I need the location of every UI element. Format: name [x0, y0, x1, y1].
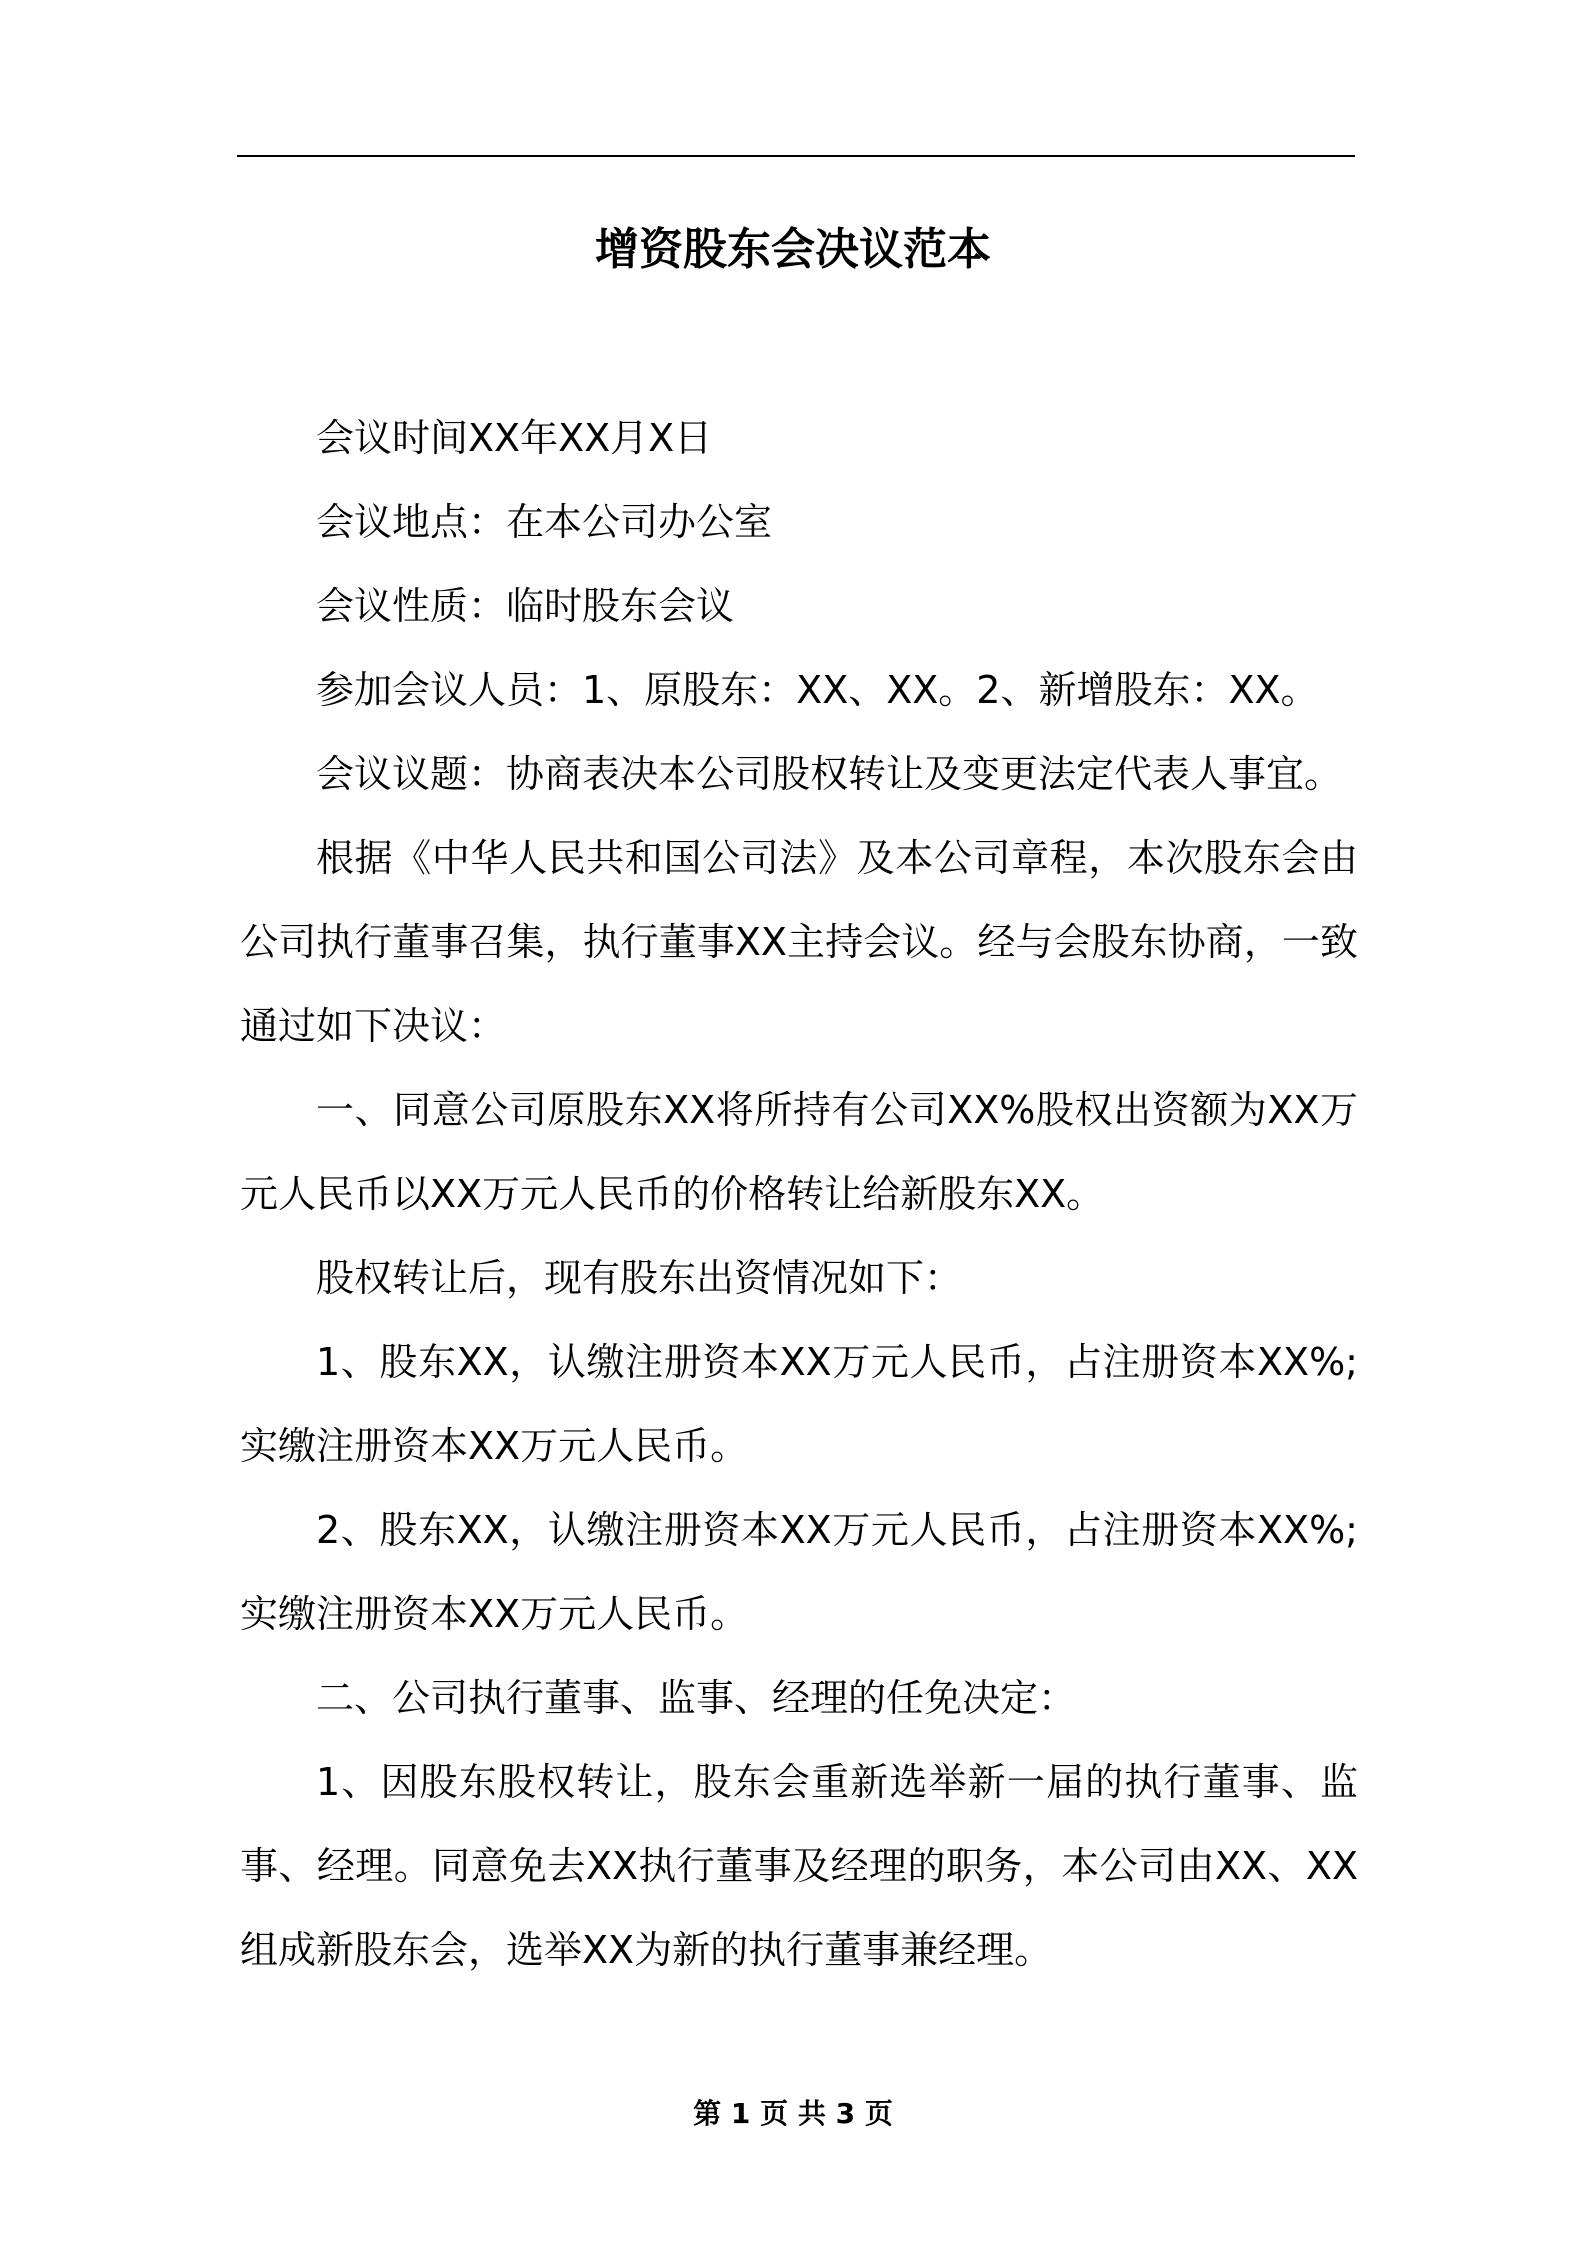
resolution-one: 一、同意公司原股东XX将所持有公司XX%股权出资额为XX万元人民币以XX万元人民币的价格转让给新股东XX。	[240, 1088, 1358, 1216]
resolution-two-heading: 二、公司执行董事、监事、经理的任免决定：	[316, 1676, 1077, 1720]
shareholder-item-1: 1、股东XX，认缴注册资本XX万元人民币，占注册资本XX%;实缴注册资本XX万元人民币。	[240, 1340, 1358, 1468]
document-title: 增资股东会决议范本	[595, 224, 991, 275]
document-body	[240, 396, 1358, 1992]
header-rule	[237, 155, 1355, 157]
meeting-topic: 会议议题：协商表决本公司股权转让及变更法定代表人事宜。	[316, 752, 1343, 796]
meeting-location: 会议地点：在本公司办公室	[316, 500, 773, 544]
meeting-attendees: 参加会议人员：1、原股东：XX、XX。2、新增股东：XX。	[316, 668, 1319, 712]
meeting-nature: 会议性质：临时股东会议	[316, 584, 735, 628]
preamble-paragraph: 根据《中华人民共和国公司法》及本公司章程，本次股东会由公司执行董事召集，执行董事XX主持会议。经与会股东协商，一致通过如下决议：	[240, 836, 1358, 1048]
shareholder-item-2: 2、股东XX，认缴注册资本XX万元人民币，占注册资本XX%;实缴注册资本XX万元人民币。	[240, 1508, 1358, 1636]
page-footer: 第 1 页 共 3 页	[693, 2097, 893, 2130]
resolution-two-item-1: 1、因股东股权转让，股东会重新选举新一届的执行董事、监事、经理。同意免去XX执行董事及经理的职务，本公司由XX、XX组成新股东会，选举XX为新的执行董事兼经理。	[240, 1760, 1358, 1972]
post-transfer-heading: 股权转让后，现有股东出资情况如下：	[316, 1256, 963, 1300]
meeting-time: 会议时间XX年XX月X日	[316, 416, 713, 460]
